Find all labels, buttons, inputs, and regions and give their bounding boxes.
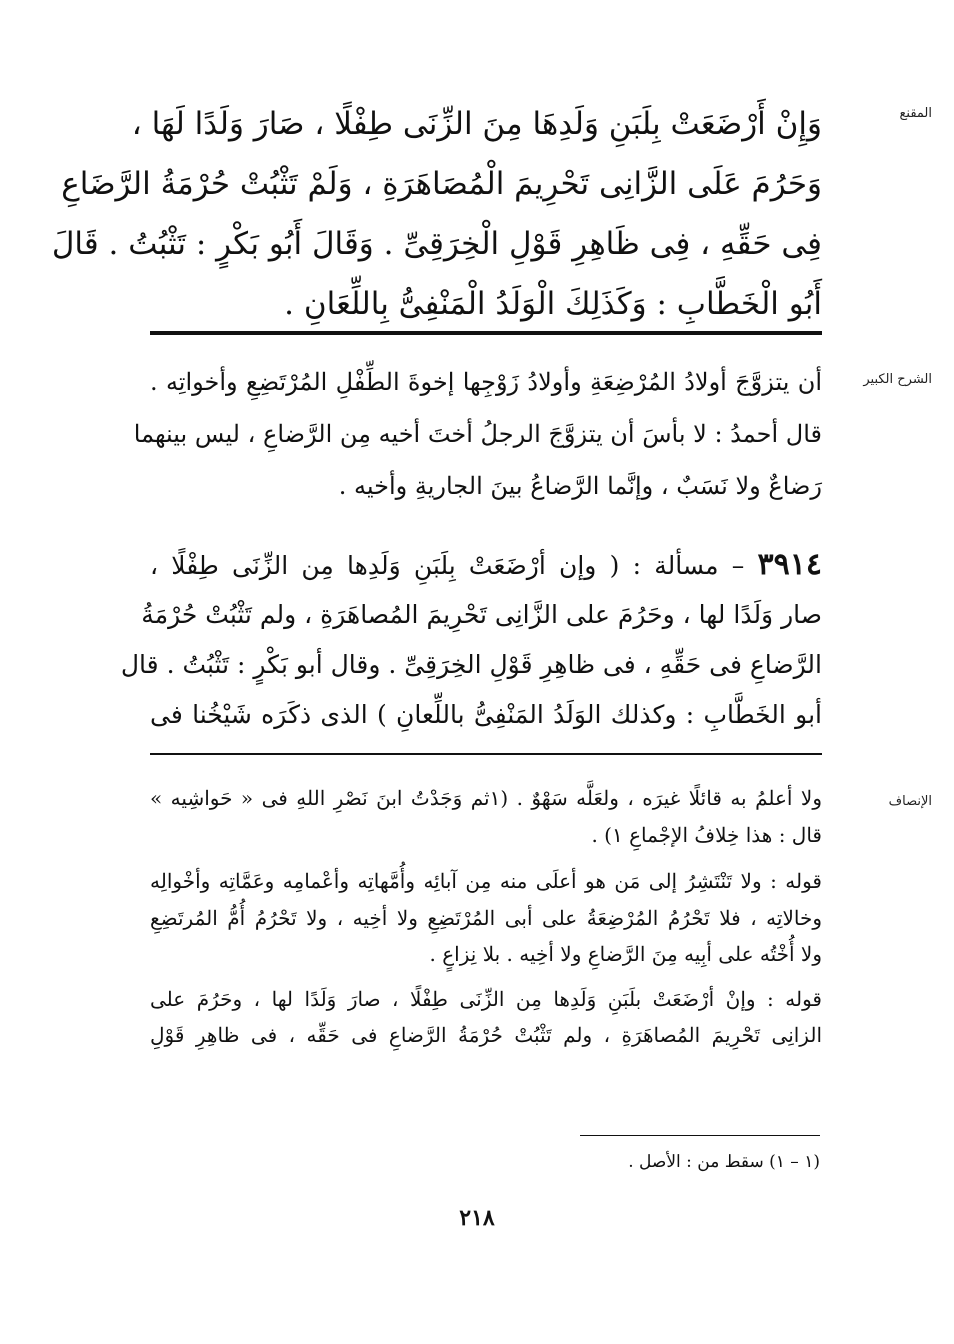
insaf-text [150, 780, 822, 1054]
sharh-line: قال أحمدُ : لا بأسَ أن يتزوَّجَ الرجلُ أختَ أخيه مِن الرَّضاعِ ، ليس بينهما [133, 420, 822, 448]
sharh-text [133, 356, 823, 512]
insaf-line: قوله : ولا تَنْتَشِرُ إلى مَن هو أعلَى منه مِن آبائِه وأُمَّهاتِه وأعْمامِه وعَمَّاتِه وأخْوالِه [150, 869, 822, 893]
masala-first-line-text: – مسألة : ( وإن أرْضَعَتْ بِلَبَنِ وَلَدِها مِن الزِّنَى طِفْلًا ، [150, 551, 758, 580]
section-divider [150, 753, 822, 755]
muqni-label: المقنع [899, 106, 932, 121]
muqni-text [51, 94, 822, 334]
page-number: ٢١٨ [459, 1205, 495, 1231]
footnote-rule [580, 1135, 820, 1136]
masala-first-line [150, 540, 822, 590]
insaf-line: ولا أُخْتُه على أبِيه مِنَ الرَّضاعِ ولا أخِيه . بلا نِزاعٍ . [429, 942, 822, 966]
muqni-line: وَحَرُمَ عَلَى الزَّانِى تَحْرِيمَ الْمُصَاهَرَةِ ، وَلَمْ تَثْبُتْ حُرْمَةُ الرَّضَاعِ [61, 166, 822, 202]
sharh-line: رَضاعٌ ولا نَسَبٌ ، وإنَّما الرَّضاعُ بينَ الجاريةِ وأخيه . [338, 472, 822, 500]
muqni-line: فِى حَقِّهِ ، فِى ظَاهِرِ قَوْلِ الْخِرَقِىِّ . وَقَالَ أَبُو بَكْرٍ : تَثْبُتُ . قَالَ [51, 226, 822, 262]
section-divider [150, 331, 822, 335]
insaf-line: الزانِى تَحْرِيمَ المُصاهَرَةِ ، ولم تَثْبُتْ حُرْمَةُ الرَّضاعِ فى حَقِّه ، فى ظاهِرِ قَوْلِ [150, 1023, 822, 1047]
masala-line: الرَّضاعِ فى حَقِّهِ ، فى ظاهِرِ قَوْلِ الخِرَقِىِّ . وقال أبو بَكْرٍ : تَثْبُتُ . قال [120, 650, 822, 679]
insaf-line: قوله : وإنْ أرْضَعَتْ بلَبَنِ وَلَدِها مِن الزِّنَى طِفْلًا ، صارَ وَلَدًا لها ، وحَرُمَ على [150, 986, 822, 1011]
insaf-line: وخالاتِه ، فلا تَحْرُمُ المُرْضِعَةُ على أبى المُرْتَضِعِ ولا أخِيه ، ولا تَحْرُمُ أُمُّ المُرتَضِعِ [150, 905, 822, 930]
footnote: (١ – ١) سقط من : الأصل . [628, 1152, 820, 1172]
insaf-label: الإنصاف [888, 794, 932, 809]
masala-line: أبو الخَطَّابِ : وكذلك الوَلَدُ المَنْفِىُّ باللِّعانِ ) الذى ذكَرَه شَيْخُنا فى [150, 700, 822, 729]
masala-text [120, 540, 822, 740]
masala-line: صار وَلَدًا لها ، وحَرُمَ على الزَّانِى تَحْرِيمَ المُصاهَرَةِ ، ولم تَثْبُتْ حُرْمَةُ [141, 600, 822, 629]
sharh-line: أن يتزوَّجَ أولادُ المُرْضِعَةِ وأولادُ زَوْجِها إخوةَ الطِّفْلِ المُرْتَضِعِ وأخواتِه . [150, 368, 823, 396]
insaf-line: قال : هذا خِلافُ الإجْماعِ ١) . [591, 822, 822, 847]
sharh-label: الشرح الكبير [863, 372, 932, 387]
insaf-line: ولا أعلمُ به قائلًا غيرَه ، ولعَلَّه سَهْوٌ . (١ثم وَجَدْتُ ابنَ نَصْرِ اللهِ فى « حَواشِيه » [150, 786, 823, 810]
muqni-line: وَإِنْ أَرْضَعَتْ بِلَبَنِ وَلَدِهَا مِنَ الزِّنَى طِفْلًا ، صَارَ وَلَدًا لَهَا ، [131, 106, 822, 142]
masala-number: ٣٩١٤ [757, 547, 822, 582]
muqni-line: أَبُو الْخَطَّابِ : وَكَذَلِكَ الْوَلَدُ الْمَنْفِىُّ بِاللِّعَانِ . [284, 286, 822, 322]
